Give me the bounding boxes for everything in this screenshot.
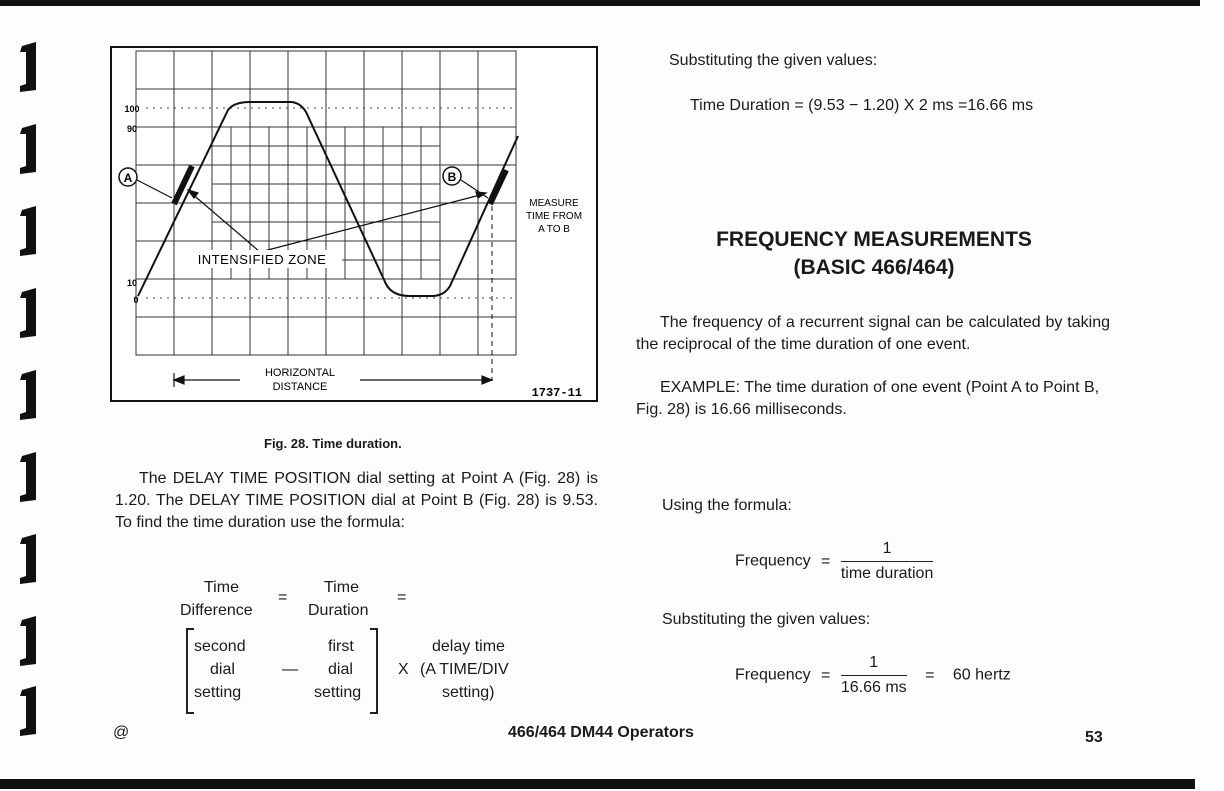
term1-line1: Time	[204, 579, 239, 596]
example-paragraph: EXAMPLE: The time duration of one event (Point A to Point B, Fig. 28) is 16.66 milliseconds.	[636, 379, 1100, 418]
heading-line-1: FREQUENCY MEASUREMENTS	[716, 228, 1032, 251]
footer-title: 466/464 DM44 Operators	[508, 724, 694, 741]
time-duration-equation: Time Duration = (9.53 − 1.20) X 2 ms =16.66 ms	[690, 97, 1034, 114]
fraction-denominator: time duration	[840, 565, 934, 582]
col2-line1: first	[328, 638, 354, 655]
fraction-numerator-2: 1	[841, 652, 907, 676]
col3-line1: delay time	[432, 638, 505, 655]
bottom-border	[0, 779, 1195, 789]
binder-mark	[20, 616, 36, 666]
col1-line3: setting	[194, 684, 242, 701]
horizontal-label-2: DISTANCE	[272, 381, 328, 393]
footer-symbol: @	[113, 724, 130, 741]
top-border	[0, 0, 1200, 6]
right-bracket	[370, 628, 378, 714]
minus-sign: —	[282, 661, 298, 678]
substituting-label-1: Substituting the given values:	[669, 52, 878, 69]
frequency-paragraph: The frequency of a recurrent signal can be calculated by taking the reciprocal of the time duration of one event.	[636, 314, 1110, 353]
binder-marks	[14, 40, 44, 740]
substituting-label-2: Substituting the given values:	[662, 611, 871, 628]
page-number: 53	[1085, 729, 1103, 746]
binder-mark	[20, 370, 36, 420]
using-formula-label: Using the formula:	[662, 497, 792, 514]
frequency-result: 60 hertz	[952, 666, 1011, 684]
binder-mark	[20, 206, 36, 256]
frequency-result-formula	[735, 652, 1011, 699]
measure-label-1: MEASURE	[529, 198, 579, 209]
col2-line2: dial	[328, 661, 353, 678]
col1-line2: dial	[210, 661, 235, 678]
measure-label-2: TIME FROM	[525, 211, 583, 222]
label-100: 100	[124, 104, 140, 114]
figure-frame	[111, 47, 597, 401]
binder-mark	[20, 534, 36, 584]
fraction-denominator-2: 16.66 ms	[840, 679, 907, 696]
point-a-label: A	[123, 171, 133, 185]
figure-id: 1737-11	[531, 386, 582, 400]
equals-1: =	[278, 589, 288, 606]
left-bracket	[186, 628, 194, 714]
equals-2: =	[397, 589, 407, 606]
binder-mark	[20, 124, 36, 174]
label-0: 0	[133, 295, 139, 305]
equals-sign: =	[821, 552, 831, 570]
frequency-formula	[735, 538, 933, 585]
frequency-label: Frequency	[735, 552, 811, 570]
frequency-label-2: Frequency	[735, 666, 811, 684]
section-heading	[634, 226, 1114, 282]
delay-paragraph: The DELAY TIME POSITION dial setting at Point A (Fig. 28) is 1.20. The DELAY TIME POSITION dial at Point B (Fig. 28) is 9.53. To find the time duration use the formula:	[115, 470, 598, 531]
oscilloscope-figure	[110, 46, 598, 402]
point-b-label: B	[447, 170, 457, 184]
binder-mark	[20, 288, 36, 338]
binder-mark	[20, 686, 36, 736]
horizontal-label-1: HORIZONTAL	[264, 367, 336, 379]
fraction-numerator: 1	[841, 538, 934, 562]
binder-mark	[20, 452, 36, 502]
col1-line1: second	[194, 638, 246, 655]
fraction-2	[841, 652, 907, 699]
heading-line-2: (BASIC 466/464)	[793, 256, 955, 279]
equals-sign-2: =	[821, 666, 831, 684]
term2-line2: Duration	[308, 602, 369, 619]
label-90: 90	[126, 124, 138, 134]
label-10: 10	[126, 278, 138, 288]
binder-mark	[20, 42, 36, 92]
intensified-zone-label: INTENSIFIED ZONE	[197, 252, 327, 267]
col3-line3: setting)	[442, 684, 495, 701]
term2-line1: Time	[324, 579, 359, 596]
equals-sign-3: =	[925, 666, 935, 684]
measure-label-3: A TO B	[538, 224, 570, 235]
times-sign: X	[398, 661, 409, 678]
figure-caption: Fig. 28. Time duration.	[264, 436, 402, 451]
fraction	[841, 538, 934, 585]
col2-line3: setting	[314, 684, 362, 701]
col3-line2: (A TIME/DIV	[420, 661, 509, 678]
term1-line2: Difference	[180, 602, 253, 619]
